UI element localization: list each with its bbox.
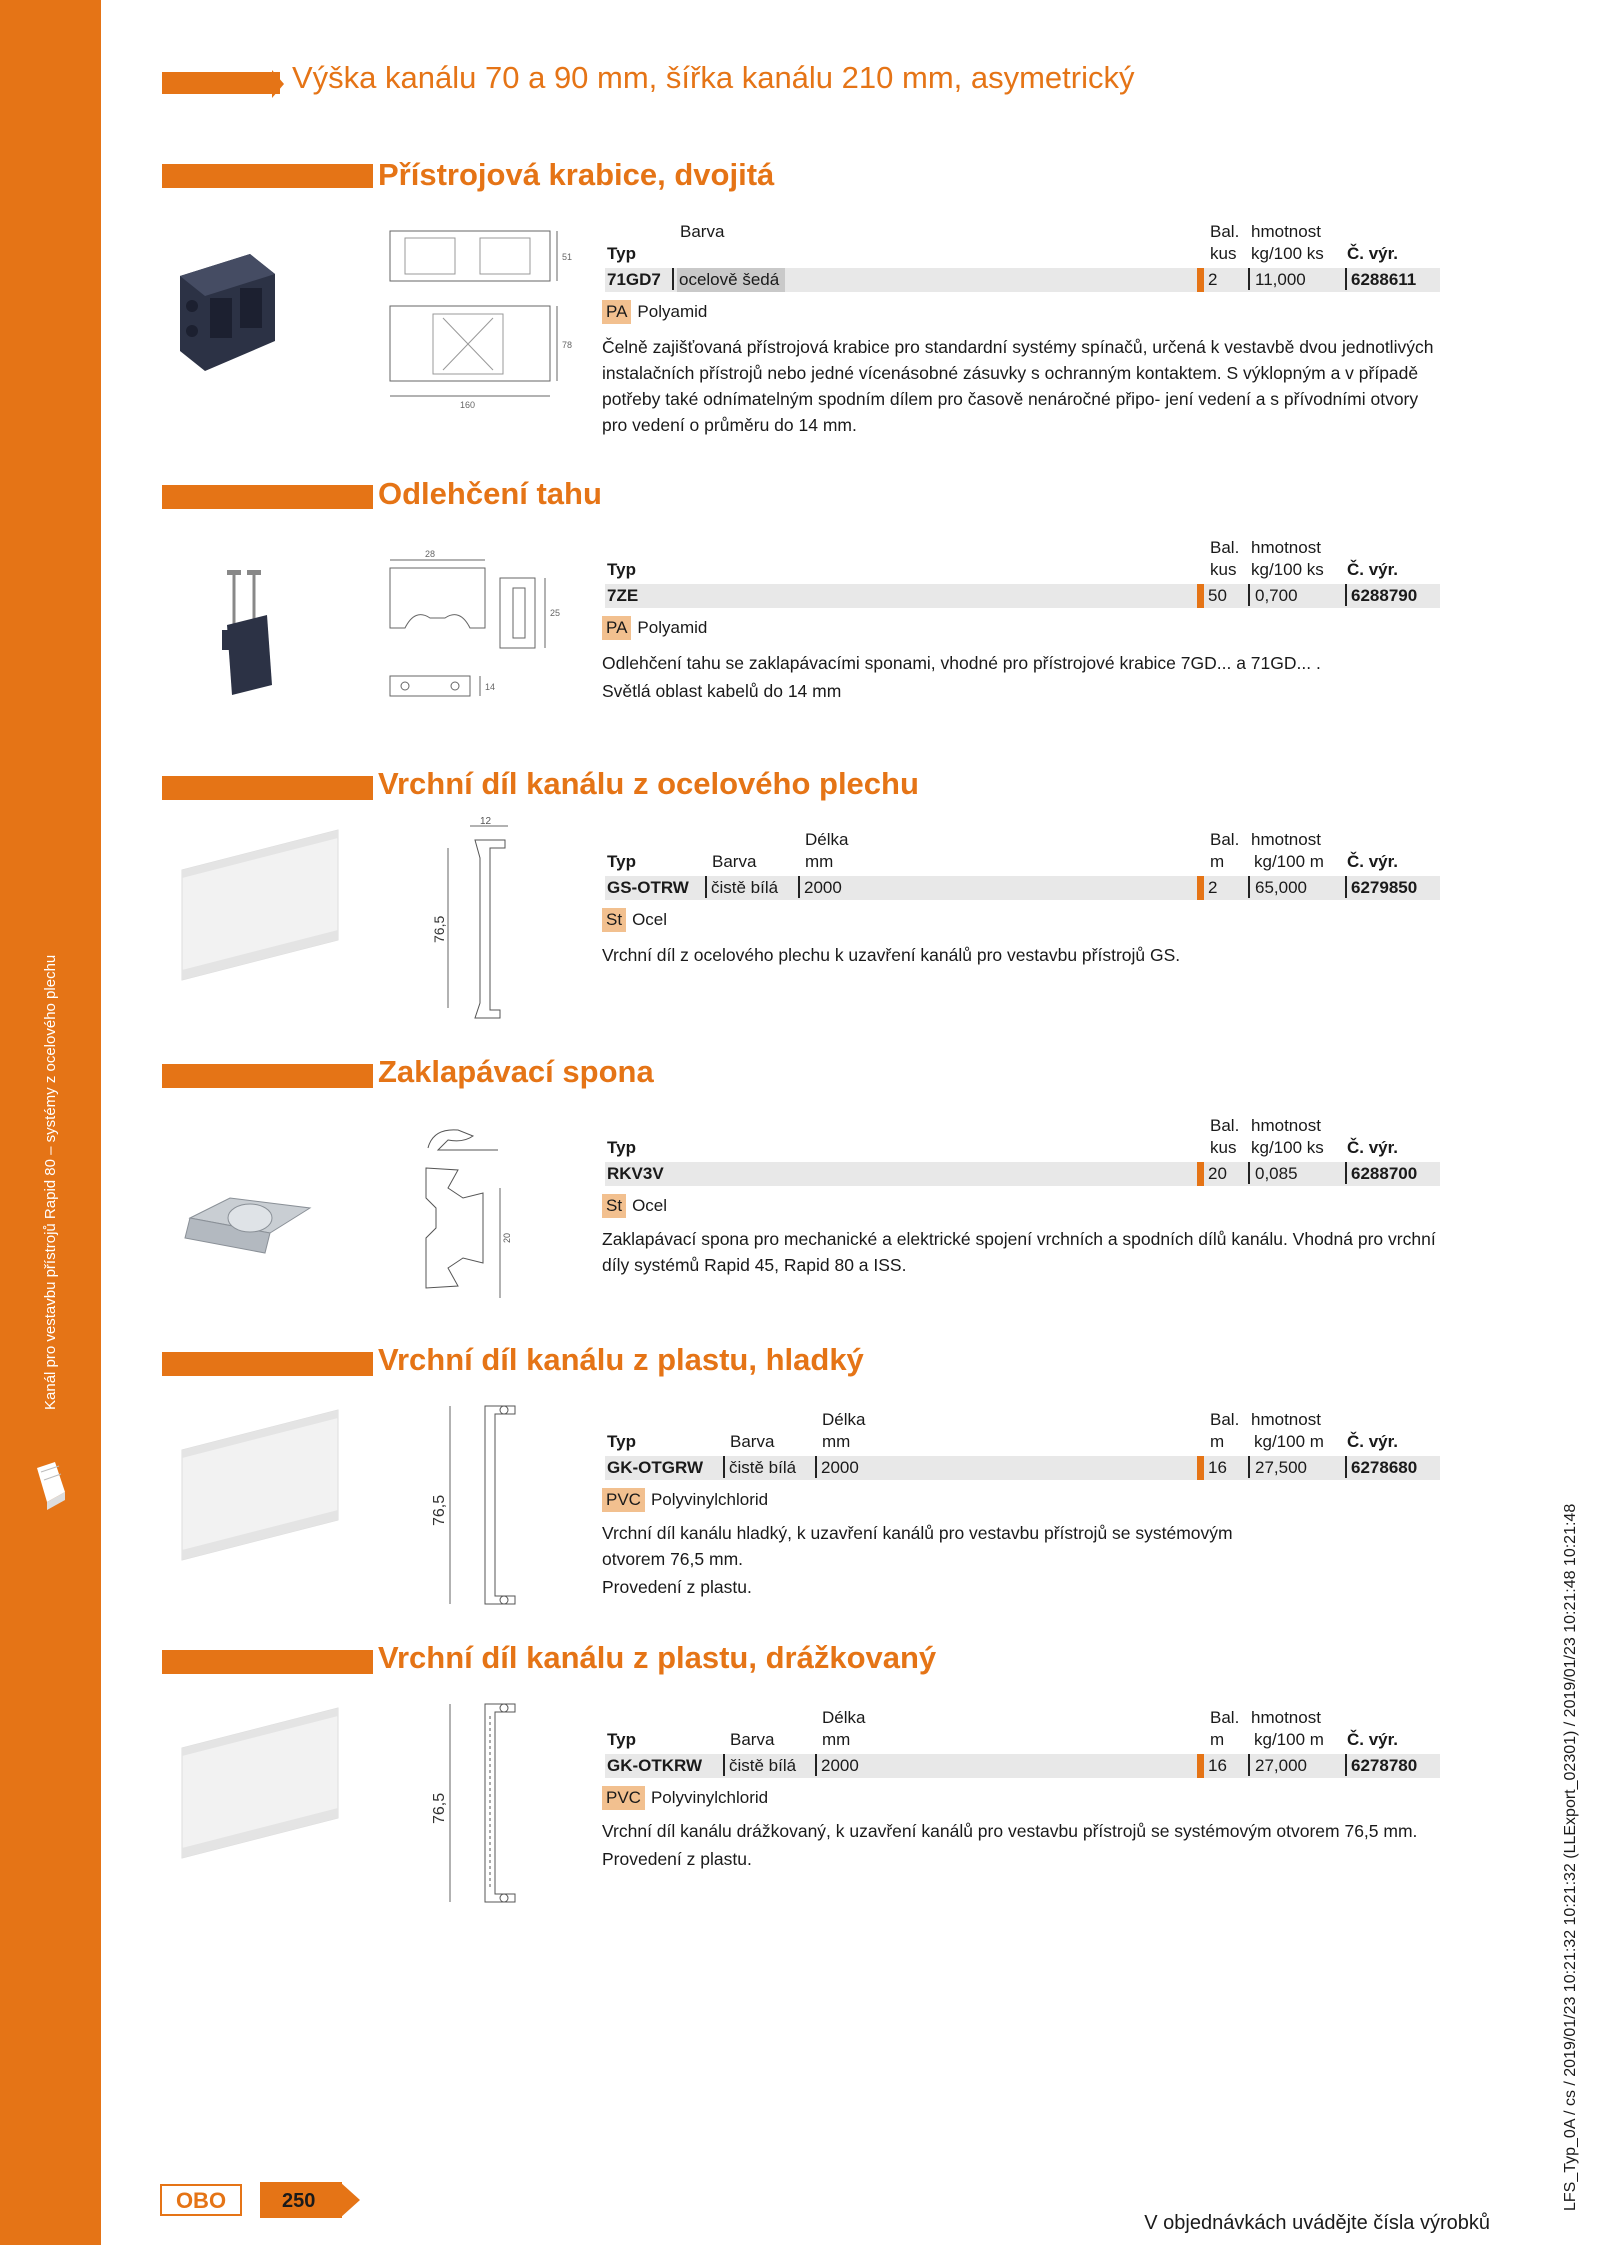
product-table: [605, 1410, 1440, 1480]
cell-cvyr: 6288700: [1351, 1164, 1418, 1183]
col-bal: Bal.: [1210, 1116, 1240, 1135]
cell-hmot: 0,700: [1255, 586, 1298, 605]
col-kus: kus: [1210, 244, 1237, 263]
col-barva: Barva: [680, 222, 725, 241]
cell-bal: 2: [1208, 270, 1218, 289]
channel-icon: [33, 1462, 69, 1510]
product-table: [605, 1708, 1440, 1778]
cell-bal: 50: [1208, 586, 1227, 605]
col-m: m: [1210, 852, 1225, 871]
cell-typ: RKV3V: [607, 1164, 664, 1183]
product-table: [605, 222, 1440, 292]
dim-label: 20: [502, 1232, 512, 1243]
strain-relief-drawing: [385, 548, 585, 723]
section-title: Vrchní díl kanálu z plastu, drážkovaný: [378, 1640, 937, 1675]
col-cvyr: Č. výr.: [1347, 244, 1399, 263]
col-delka: Délka: [805, 830, 849, 849]
table-row: [605, 584, 1440, 608]
description: Vrchní díl kanálu hladký, k uzavření kanálů pro vestavbu přístrojů se systémovým otvorem 76,5 mm. Provedení z plastu.: [602, 1523, 1233, 1597]
material: [602, 616, 707, 640]
col-bal: Bal.: [1210, 1708, 1240, 1727]
svg-text:OBO: OBO: [175, 2188, 227, 2213]
cell-hmot: 27,500: [1255, 1458, 1307, 1477]
section-bar: [162, 1064, 373, 1088]
col-barva: Barva: [730, 1432, 775, 1451]
cell-barva: čistě bílá: [729, 1458, 797, 1477]
dim-label: 76,5: [431, 915, 447, 943]
steel-cover-photo: [170, 830, 350, 1000]
obo-logo: [160, 2184, 242, 2216]
cell-typ: 71GD7: [607, 270, 661, 289]
product-table: [605, 538, 1440, 608]
section-bar: [162, 1352, 373, 1376]
col-hmotnost: hmotnost: [1251, 538, 1321, 557]
plastic-cover-grooved-photo: [170, 1708, 350, 1878]
section-title: Přístrojová krabice, dvojitá: [378, 157, 775, 192]
cell-bal: 2: [1208, 878, 1218, 897]
cell-cvyr: 6288611: [1351, 270, 1417, 289]
col-kg: kg/100 ks: [1251, 244, 1324, 263]
cell-bal: 20: [1208, 1164, 1227, 1183]
col-mm: mm: [822, 1432, 851, 1451]
col-cvyr: Č. výr.: [1347, 1730, 1399, 1749]
section-bar: [162, 164, 373, 188]
table-row: [605, 1162, 1440, 1186]
cell-hmot: 27,000: [1255, 1756, 1307, 1775]
col-kus: kus: [1210, 560, 1237, 579]
dim-label: 25: [550, 608, 561, 618]
material-name: Ocel: [632, 1196, 668, 1215]
cell-bal: 16: [1208, 1756, 1227, 1775]
dim-label: 160: [460, 400, 476, 410]
col-cvyr: Č. výr.: [1347, 1432, 1399, 1451]
header-bar-tip: [272, 70, 284, 98]
col-kus: kus: [1210, 1138, 1237, 1157]
snap-clip-photo: [180, 1178, 320, 1258]
description: Vrchní díl z ocelového plechu k uzavření kanálů pro vestavbu přístrojů GS.: [602, 945, 1181, 965]
steel-cover-drawing: [430, 818, 540, 1028]
material-abbr: PA: [602, 300, 631, 324]
material-abbr: PVC: [602, 1786, 645, 1810]
col-hmotnost: hmotnost: [1251, 1708, 1321, 1727]
cell-typ: 7ZE: [607, 586, 639, 605]
material-name: Polyamid: [637, 302, 708, 321]
col-delka: Délka: [822, 1708, 866, 1727]
col-bal: Bal.: [1210, 222, 1240, 241]
material: [602, 908, 667, 932]
col-typ: Typ: [607, 244, 636, 263]
col-hmotnost: hmotnost: [1251, 830, 1321, 849]
plastic-cover-smooth-drawing: [420, 1398, 530, 1613]
description: Zaklapávací spona pro mechanické a elektrické spojení vrchních a spodních dílů kanálu. Vhodná pro vrchní díly systémů Rapid 45, Rapid 80 a ISS.: [602, 1229, 1436, 1275]
cell-cvyr: 6278780: [1351, 1756, 1418, 1775]
dim-label: 12: [480, 816, 492, 827]
page-number-tab: [260, 2182, 342, 2218]
dim-label: 76,5: [431, 1792, 448, 1824]
col-m: m: [1210, 1730, 1225, 1749]
cell-cvyr: 6279850: [1351, 878, 1418, 897]
device-box-drawing: [385, 226, 573, 411]
col-cvyr: Č. výr.: [1347, 1138, 1399, 1157]
table-row: [605, 1754, 1440, 1778]
description: Odlehčení tahu se zaklapávacími sponami, vhodné pro přístrojové krabice 7GD... a 71GD... . Světlá oblast kabelů do 14 mm: [602, 653, 1321, 701]
table-row: [605, 268, 1440, 292]
material-abbr: PVC: [602, 1488, 645, 1512]
col-mm: mm: [822, 1730, 851, 1749]
plastic-cover-smooth-photo: [170, 1410, 350, 1580]
col-typ: Typ: [607, 852, 636, 871]
section-bar: [162, 776, 373, 800]
col-typ: Typ: [607, 560, 636, 579]
cell-barva: čistě bílá: [729, 1756, 797, 1775]
strain-relief-photo: [212, 570, 282, 710]
material: [602, 1786, 768, 1810]
cell-hmot: 11,000: [1255, 270, 1306, 289]
table-row: [605, 876, 1440, 900]
material-name: Ocel: [632, 910, 668, 929]
col-barva: Barva: [712, 852, 757, 871]
cell-typ: GS-OTRW: [607, 878, 689, 897]
col-kg: kg/100 m: [1254, 852, 1324, 871]
page-title: Výška kanálu 70 a 90 mm, šířka kanálu 210 mm, asymetrický: [292, 60, 1135, 95]
cell-cvyr: 6278680: [1351, 1458, 1418, 1477]
col-m: m: [1210, 1432, 1225, 1451]
table-row: [605, 1456, 1440, 1480]
col-typ: Typ: [607, 1138, 636, 1157]
col-mm: mm: [805, 852, 834, 871]
description: Čelně zajišťovaná přístrojová krabice pro standardní systémy spínačů, určená k vestavbě dvou jednotlivých instalačních přístrojů nebo jedné vícenásobné zásuvky s ochranným kontaktem. S výklopným a v případě potřeby také odnímatelným spodním dílem pro časově nenáročné připo- jení vedení a s přívodními otvory pro vedení o průměru do 14 mm.: [602, 337, 1434, 435]
snap-clip-drawing: [418, 1118, 538, 1318]
cell-hmot: 0,085: [1255, 1164, 1298, 1183]
dim-label: 51: [562, 252, 573, 262]
cell-typ: GK-OTKRW: [607, 1756, 703, 1775]
material-name: Polyvinylchlorid: [650, 1490, 769, 1509]
page-number-tip: [340, 2182, 360, 2218]
dim-label: 28: [425, 549, 436, 559]
cell-hmot: 65,000: [1255, 878, 1307, 897]
col-hmotnost: hmotnost: [1251, 1116, 1321, 1135]
section-title: Vrchní díl kanálu z plastu, hladký: [378, 1342, 864, 1377]
cell-bal: 16: [1208, 1458, 1227, 1477]
col-bal: Bal.: [1210, 538, 1240, 557]
col-typ: Typ: [607, 1730, 636, 1749]
product-table: [605, 1116, 1440, 1186]
cell-typ: GK-OTGRW: [607, 1458, 704, 1477]
material-abbr: PA: [602, 616, 631, 640]
col-cvyr: Č. výr.: [1347, 852, 1399, 871]
cell-delka: 2000: [804, 878, 842, 897]
section-title: Zaklapávací spona: [378, 1054, 654, 1089]
col-barva: Barva: [730, 1730, 775, 1749]
cell-barva: ocelově šedá: [677, 268, 785, 292]
cell-delka: 2000: [821, 1756, 859, 1775]
col-hmotnost: hmotnost: [1251, 1410, 1321, 1429]
device-box-photo: [170, 246, 280, 386]
col-kg: kg/100 m: [1254, 1432, 1324, 1451]
cell-cvyr: 6288790: [1351, 586, 1418, 605]
col-kg: kg/100 ks: [1251, 1138, 1324, 1157]
col-typ: Typ: [607, 1432, 636, 1451]
plastic-cover-grooved-drawing: [420, 1696, 530, 1911]
description: Vrchní díl kanálu drážkovaný, k uzavření kanálů pro vestavbu přístrojů se systémovým otvorem 76,5 mm. Provedení z plastu.: [602, 1821, 1418, 1869]
col-kg: kg/100 ks: [1251, 560, 1324, 579]
cell-barva: čistě bílá: [711, 878, 779, 897]
material: [602, 300, 707, 324]
section-title: Vrchní díl kanálu z ocelového plechu: [378, 766, 919, 801]
material-abbr: St: [602, 1194, 626, 1218]
material-name: Polyvinylchlorid: [650, 1788, 769, 1807]
material-abbr: St: [602, 908, 626, 932]
dim-label: 14: [485, 682, 496, 692]
col-kg: kg/100 m: [1254, 1730, 1324, 1749]
header-bar: [162, 72, 280, 94]
material-name: Polyamid: [637, 618, 708, 637]
col-hmotnost: hmotnost: [1251, 222, 1321, 241]
section-bar: [162, 485, 373, 509]
section-bar: [162, 1650, 373, 1674]
material: [602, 1488, 768, 1512]
dim-label: 78: [562, 340, 573, 350]
col-bal: Bal.: [1210, 830, 1240, 849]
page-number: 250: [282, 2190, 316, 2212]
col-bal: Bal.: [1210, 1410, 1240, 1429]
col-delka: Délka: [822, 1410, 866, 1429]
sidebar-text: Kanál pro vestavbu přístrojů Rapid 80 – systémy z ocelového plechu: [42, 954, 59, 1410]
footer-note: V objednávkách uvádějte čísla výrobků: [1144, 2212, 1490, 2234]
section-title: Odlehčení tahu: [378, 476, 602, 511]
cell-delka: 2000: [821, 1458, 859, 1477]
col-cvyr: Č. výr.: [1347, 560, 1399, 579]
dim-label: 76,5: [431, 1494, 448, 1526]
material: [602, 1194, 667, 1218]
side-meta: LFS_Typ_0A / cs / 2019/01/23 10:21:32 10:21:32 (LLExport_02301) / 2019/01/23 10:21:48 10:21:48: [1562, 1503, 1579, 2211]
product-table: [605, 830, 1440, 900]
